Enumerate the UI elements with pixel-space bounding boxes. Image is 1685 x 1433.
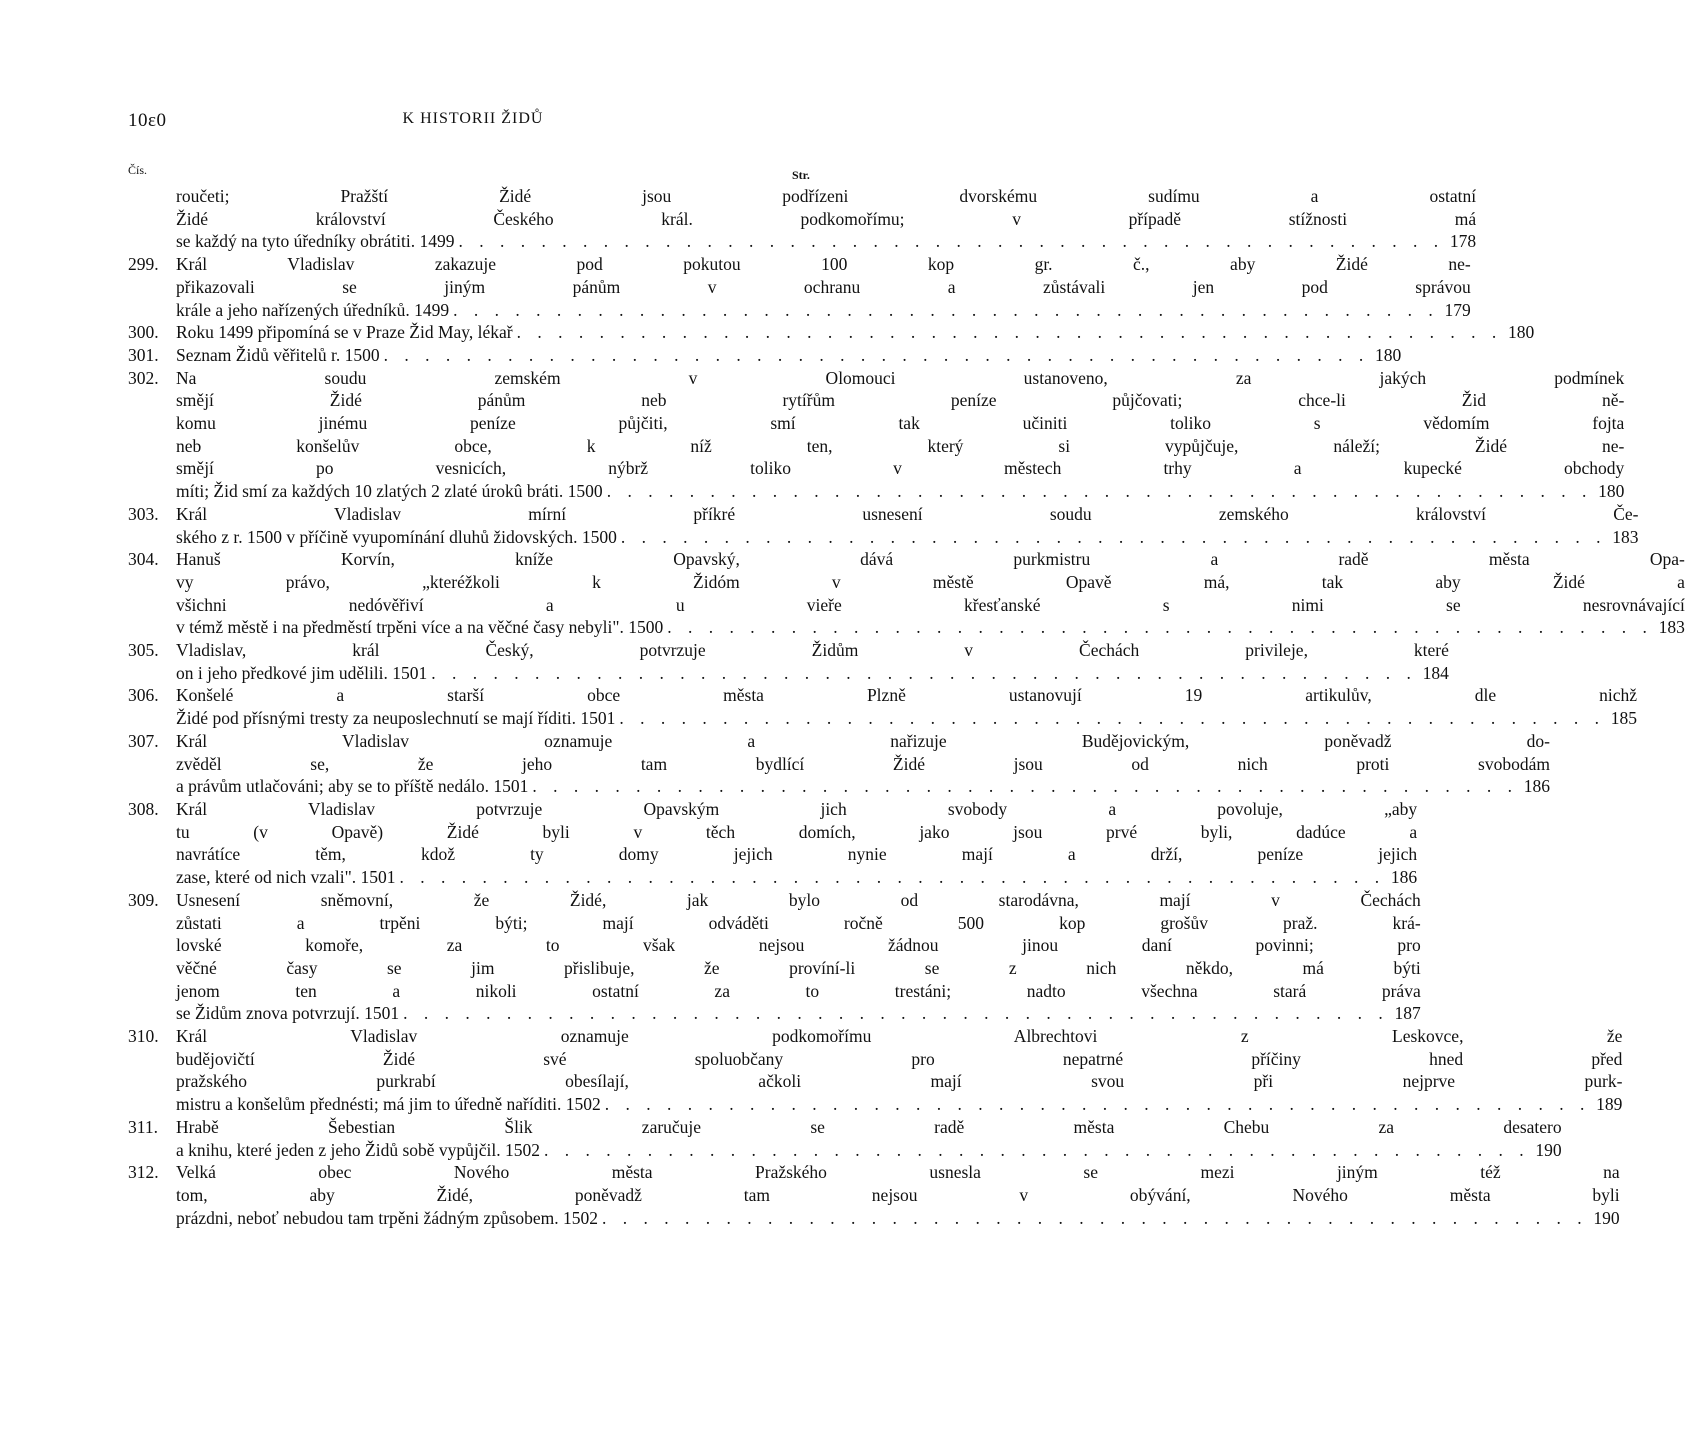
entry-last-line (176, 775, 1550, 798)
entry-line: Na soudu zemském v Olomouci ustanoveno, za jakých podmínek (176, 367, 1625, 388)
entry-last-text: mistru a konšelům přednésti; má jim to úředně naříditi. 1502 (176, 1094, 601, 1115)
entry-page-number: 178 (1449, 231, 1477, 252)
entry-last-line (176, 707, 1637, 730)
dot-leader: . . . . . . . . . . . . . . . . . . . . . . . . . . . . . . . . . . . . . . . . . . . . . . . . (458, 231, 1445, 252)
entry-last-text: v témž městě i na předměstí trpěni více a na věčné časy nebyli". 1500 (176, 617, 664, 638)
entry-last-text: a knihu, které jeden z jeho Židů sobě vypůjčil. 1502 (176, 1139, 541, 1160)
index-entry (128, 548, 1685, 639)
entry-line: Hrabě Šebestian Šlik zaručuje se radě města Chebu za desatero (176, 1116, 1562, 1137)
entry-number: 308. (128, 798, 159, 819)
entry-last-text: krále a jeho nařízených úředníků. 1499 (176, 299, 450, 320)
entry-page-number: 186 (1523, 776, 1550, 797)
entry-last-line (176, 344, 1401, 367)
entry-line: Hanuš Korvín, kníže Opavský, dává purkmistru a radě města Opa- (176, 549, 1685, 570)
dot-leader: . . . . . . . . . . . . . . . . . . . . . . . . . . . . . . . . . . . . . . . . . . . . . . . . (532, 776, 1518, 797)
entry-line: tom, aby Židé, poněvadž tam nejsou v obývání, Nového města byli (176, 1184, 1620, 1205)
entry-line: věčné časy se jim přislibuje, že províní-li se z nich někdo, má býti (176, 957, 1421, 978)
entry-line: všichni nedóvěřiví a u vieře křesťanské s nimi se nesrovnávající (176, 594, 1685, 615)
entry-line: Vladislav, král Český, potvrzuje Židům v Čechách privileje, které (176, 640, 1449, 661)
entry-line: budějovičtí Židé své spoluobčany pro nepatrné příčiny hned před (176, 1048, 1623, 1069)
entry-line: tu (v Opavě) Židé byli v těch domích, jako jsou prvé byli, dadúce a (176, 821, 1418, 842)
entry-page-number: 180 (1375, 344, 1402, 365)
index-entry (128, 730, 1550, 798)
dot-leader: . . . . . . . . . . . . . . . . . . . . . . . . . . . . . . . . . . . . . . . . . . . . . . . . (544, 1139, 1530, 1160)
entry-number: 305. (128, 640, 159, 661)
entry-line: komu jinému peníze půjčiti, smí tak učiniti toliko s vědomím fojta (176, 413, 1625, 434)
entry-line: Židé království Českého král. podkomořímu; v případě stížnosti má (176, 208, 1477, 229)
dot-leader: . . . . . . . . . . . . . . . . . . . . . . . . . . . . . . . . . . . . . . . . . . . . . . . . (619, 708, 1605, 729)
entry-last-line (176, 866, 1417, 889)
entry-last-line (176, 480, 1624, 503)
entry-line: smějí po vesnicích, nýbrž toliko v městech trhy a kupecké obchody (176, 458, 1625, 479)
page-number: 10ε0 (128, 110, 167, 131)
index-entry (128, 253, 1471, 321)
entry-line: přikazovali se jiným pánům v ochranu a zůstávali jen pod správou (176, 276, 1471, 297)
entry-line: pražského purkrabí obesílají, ačkoli mají svou při nejprve purk- (176, 1071, 1623, 1092)
entry-number: 302. (128, 367, 159, 388)
entry-last-line (176, 616, 1685, 639)
entry-text (176, 185, 1476, 253)
entry-line: vy právo, „kteréžkoli k Židóm v městě Opavě má, tak aby Židé a (176, 571, 1685, 592)
entry-line: Král Vladislav potvrzuje Opavským jich svobody a povoluje, „aby (176, 798, 1418, 819)
entry-last-text: on i jeho předkové jim udělili. 1501 (176, 662, 428, 683)
entry-line: Král Vladislav zakazuje pod pokutou 100 kop gr. č., aby Židé ne- (176, 254, 1471, 275)
entry-last-line (176, 662, 1449, 685)
entry-line: Král Vladislav oznamuje podkomořímu Albrechtovi z Leskovce, že (176, 1026, 1623, 1047)
entry-number: 303. (128, 503, 159, 524)
entry-text (176, 367, 1624, 503)
entry-text (176, 1025, 1622, 1116)
entry-line: smějí Židé pánům neb rytířům peníze půjčovati; chce-li Žid ně- (176, 390, 1625, 411)
entry-last-line (176, 526, 1638, 549)
index-entry (128, 1116, 1562, 1161)
entry-last-text: se každý na tyto úředníky obrátiti. 1499 (176, 231, 455, 252)
entry-text (176, 1116, 1562, 1161)
entry-number: 310. (128, 1026, 159, 1047)
index-entries (128, 185, 1685, 1229)
dot-leader: . . . . . . . . . . . . . . . . . . . . . . . . . . . . . . . . . . . . . . . . . . . . . . . . (403, 1003, 1389, 1024)
entry-last-line (176, 1139, 1562, 1162)
dot-leader: . . . . . . . . . . . . . . . . . . . . . . . . . . . . . . . . . . . . . . . . . . . . . . . . (516, 322, 1503, 343)
entry-text (176, 1161, 1620, 1229)
dot-leader: . . . . . . . . . . . . . . . . . . . . . . . . . . . . . . . . . . . . . . . . . . . . . . . . (399, 867, 1386, 888)
entry-line: Konšelé a starší obce města Plzně ustanovují 19 artikulův, dle nichž (176, 685, 1637, 706)
entry-last-text: zase, které od nich vzali". 1501 (176, 867, 396, 888)
entry-line: jenom ten a nikoli ostatní za to trestáni; nadto všechna stará práva (176, 980, 1421, 1001)
entry-page-number: 190 (1535, 1139, 1562, 1160)
running-title: K HISTORII ŽIDŮ (402, 110, 544, 127)
entry-text (176, 253, 1471, 321)
entry-page-number: 180 (1598, 481, 1625, 502)
entry-page-number: 180 (1508, 322, 1535, 343)
entry-text (176, 344, 1401, 367)
index-entry (128, 1161, 1620, 1229)
entry-line: Král Vladislav oznamuje a nařizuje Budějovickým, poněvadž do- (176, 730, 1550, 751)
index-entry (128, 503, 1639, 548)
column-label-number: Čís. (128, 163, 148, 177)
index-entry (128, 367, 1625, 503)
entry-last-text: prázdni, neboť nebudou tam trpěni žádným způsobem. 1502 (176, 1207, 599, 1228)
entry-page-number: 179 (1444, 299, 1471, 320)
entry-line: Král Vladislav mírní příkré usnesení soudu zemského království Če- (176, 503, 1639, 524)
entry-number: 300. (128, 322, 159, 343)
entry-last-text: Seznam Židů věřitelů r. 1500 (176, 344, 380, 365)
dot-leader: . . . . . . . . . . . . . . . . . . . . . . . . . . . . . . . . . . . . . . . . . . . . . . . . (383, 344, 1370, 365)
column-label-page: Str. (792, 168, 810, 182)
entry-last-line (176, 1093, 1622, 1116)
entry-page-number: 186 (1390, 867, 1418, 888)
dot-leader: . . . . . . . . . . . . . . . . . . . . . . . . . . . . . . . . . . . . . . . . . . . . . . . . (604, 1094, 1591, 1115)
index-entry (128, 889, 1421, 1025)
entry-text (176, 684, 1637, 729)
entry-number: 312. (128, 1162, 159, 1183)
index-entry (128, 684, 1637, 729)
entry-last-text: se Židům znova potvrzují. 1501 (176, 1003, 400, 1024)
entry-last-text: míti; Žid smí za každých 10 zlatých 2 zlaté úrokû bráti. 1500 (176, 481, 603, 502)
entry-last-line (176, 1207, 1620, 1230)
entry-last-text: Roku 1499 připomíná se v Praze Žid May, lékař (176, 322, 513, 343)
entry-last-text: ského z r. 1500 v příčině vyupomínání dluhů židovských. 1500 (176, 526, 617, 547)
entry-line: neb konšelův obce, k níž ten, který si vypůjčuje, náleží; Židé ne- (176, 435, 1625, 456)
entry-last-line (176, 1002, 1421, 1025)
entry-page-number: 183 (1658, 617, 1685, 638)
entry-number: 309. (128, 889, 159, 910)
entry-line: lovské komoře, za to však nejsou žádnou jinou daní povinni; pro (176, 935, 1421, 956)
entry-last-text: Židé pod přísnými tresty za neuposlechnutí se mají říditi. 1501 (176, 708, 616, 729)
index-entry (128, 639, 1449, 684)
entry-number: 301. (128, 344, 159, 365)
entry-page-number: 190 (1593, 1207, 1620, 1228)
entry-page-number: 189 (1596, 1094, 1623, 1115)
entry-line: Usnesení sněmovní, že Židé, jak bylo od starodávna, mají v Čechách (176, 889, 1421, 910)
entry-page-number: 185 (1610, 708, 1637, 729)
entry-text (176, 548, 1685, 639)
entry-text (176, 889, 1421, 1025)
entry-text (176, 503, 1638, 548)
index-entry (128, 321, 1535, 344)
index-entry (128, 1025, 1623, 1116)
entry-page-number: 184 (1422, 662, 1449, 683)
dot-leader: . . . . . . . . . . . . . . . . . . . . . . . . . . . . . . . . . . . . . . . . . . . . . . . . (602, 1207, 1588, 1228)
entry-line: roučeti; Pražští Židé jsou podřízeni dvorskému sudímu a ostatní (176, 186, 1477, 206)
entry-line: zvěděl se, že jeho tam bydlící Židé jsou od nich proti svobodám (176, 753, 1550, 774)
entry-number (128, 185, 176, 253)
index-entry (128, 344, 1402, 367)
dot-leader: . . . . . . . . . . . . . . . . . . . . . . . . . . . . . . . . . . . . . . . . . . . . . . . . (667, 617, 1653, 638)
entry-page-number: 183 (1612, 526, 1639, 547)
entry-line: zůstati a trpěni býti; mají odváděti ročně 500 kop grošův praž. krá- (176, 912, 1421, 933)
dot-leader: . . . . . . . . . . . . . . . . . . . . . . . . . . . . . . . . . . . . . . . . . . . . . . . . (606, 481, 1593, 502)
entry-line: navrátíce těm, kdož ty domy jejich nynie mají a drží, peníze jejich (176, 844, 1418, 865)
entry-text (176, 798, 1417, 889)
entry-last-line (176, 299, 1471, 322)
dot-leader: . . . . . . . . . . . . . . . . . . . . . . . . . . . . . . . . . . . . . . . . . . . . . . . . (620, 526, 1607, 547)
entry-line: Velká obec Nového města Pražského usnesla se mezi jiným též na (176, 1162, 1620, 1183)
page-header (128, 110, 818, 140)
entry-last-line (176, 230, 1476, 253)
index-entry (128, 185, 1477, 253)
entry-number: 311. (128, 1116, 158, 1137)
index-entry (128, 798, 1418, 889)
dot-leader: . . . . . . . . . . . . . . . . . . . . . . . . . . . . . . . . . . . . . . . . . . . . . . . . (453, 299, 1439, 320)
entry-number: 306. (128, 685, 159, 706)
entry-text (176, 321, 1534, 344)
entry-number: 299. (128, 254, 159, 275)
entry-last-line (176, 321, 1534, 344)
entry-text (176, 639, 1449, 684)
dot-leader: . . . . . . . . . . . . . . . . . . . . . . . . . . . . . . . . . . . . . . . . . . . . . . . . (431, 662, 1417, 683)
entry-number: 304. (128, 549, 159, 570)
entry-text (176, 730, 1550, 798)
entry-page-number: 187 (1394, 1003, 1421, 1024)
entry-last-text: a právům utlačováni; aby se to příště nedálo. 1501 (176, 776, 529, 797)
entry-number: 307. (128, 730, 159, 751)
